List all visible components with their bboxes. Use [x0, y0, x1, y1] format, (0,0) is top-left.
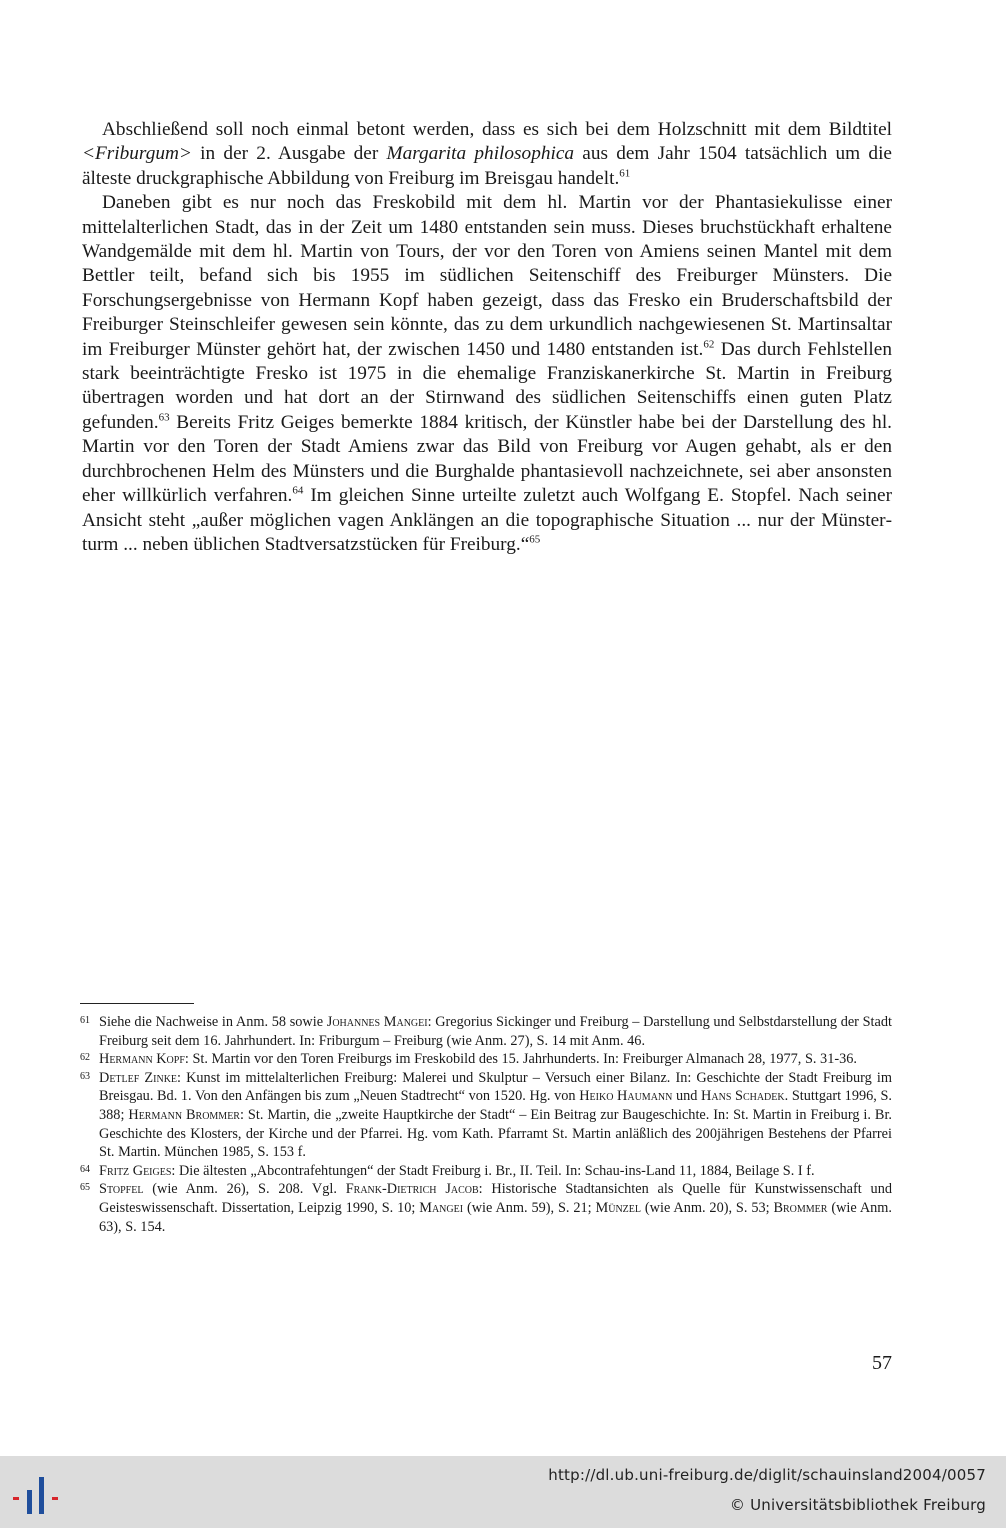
- text-run: und: [672, 1088, 702, 1105]
- footnote-ref-61[interactable]: 61: [619, 167, 631, 180]
- italic-title: <Friburgum>: [82, 143, 192, 165]
- footnote-65: [80, 1180, 892, 1236]
- footnote-number: 65: [80, 1182, 90, 1194]
- footnote-ref-65[interactable]: 65: [529, 533, 541, 546]
- footnote-ref-63[interactable]: 63: [158, 411, 170, 424]
- text-run: aus dem Jahr 1504 tatsächlich um die älteste druckgraphische Abbildung von Freiburg im Breisgau handelt.: [82, 143, 892, 189]
- text-run: : Historische Stadtansichten als Quelle für Kunstwissenschaft und Geisteswissenschaft. Dissertation, Leipzig 1990, S. 10;: [99, 1181, 892, 1216]
- text-run: Siehe die Nachweise in Anm. 58 sowie: [99, 1014, 327, 1030]
- footnote-divider: [80, 1003, 194, 1004]
- footnote-text: [99, 1069, 892, 1162]
- author-name: Heiko Haumann: [579, 1088, 673, 1105]
- footnote-number: 62: [80, 1052, 90, 1064]
- paragraph-1: [82, 118, 892, 191]
- text-run: : St. Martin vor den Toren Freiburgs im Freskobild des 15. Jahrhunderts. In: Freiburger Almanach 28, 1977, S. 31-36.: [184, 1051, 857, 1068]
- text-run: Daneben gibt es nur noch das Freskobild mit dem hl. Martin vor der Phantasiekulisse einer mittelalterlichen Stadt, das in der Zeit um 1480 entstanden sein muss. Dieses bruchstückhaft erhaltene Wandgemälde mit dem hl. Martin von Tours, der vor den Toren von Amiens seinen Mantel mit dem Bettler teilt, befand sich bis 1955 im südlichen Seitenschiff des Freiburger Münsters. Die Forschungsergebnisse von Hermann Kopf haben gezeigt, dass das Fresko ein Bruderschaftsbild der Freiburger Steinschleifer gewesen sein könnte, das zu dem urkundlich nachgewiesenen St. Martinsaltar im Freiburger Münster gehört hat, der zwischen 1450 und 1480 entstanden ist.: [82, 192, 892, 360]
- author-name: Johannes Mangei: [326, 1014, 428, 1030]
- body-text: [82, 118, 892, 557]
- author-name: Stopfel: [99, 1181, 144, 1198]
- footnote-number: 63: [80, 1070, 90, 1082]
- author-name: Fritz Geiges: [99, 1162, 172, 1179]
- footnote-61: [80, 1013, 892, 1050]
- author-name: Hermann Brommer: [128, 1106, 240, 1123]
- footnote-62: [80, 1050, 892, 1069]
- logo-blue-bar-left: [27, 1490, 32, 1514]
- text-run: : Gregorius Sickinger und Freiburg – Darstellung und Selbstdarstellung der Stadt Freiburg seit dem 16. Jahrhundert. In: Friburgum – Freiburg (wie Anm. 27), S. 14 mit Anm. 46.: [99, 1014, 892, 1049]
- page-number: 57: [872, 1352, 892, 1374]
- text-run: Bereits Fritz Geiges bemerkte 1884 kritisch, der Künstler habe bei der Darstellung des hl. Martin vor den Toren der Stadt Amiens zwar das Bild von Freiburg vor Augen gehabt, als er den durchbrochenen Helm des Münsters und die Burghalde phantasievoll nachzeichnete, sei aber ansonsten eher willkürlich verfahren.: [82, 411, 892, 507]
- text-run: (wie Anm. 59), S. 21;: [463, 1199, 596, 1216]
- paragraph-2: [82, 191, 892, 557]
- author-name: Detlef Zinke: [99, 1069, 178, 1086]
- footnote-ref-62[interactable]: 62: [703, 338, 715, 351]
- footnote-text: [99, 1180, 892, 1236]
- footnote-63: [80, 1069, 892, 1162]
- footnote-text: [99, 1013, 892, 1050]
- text-run: : Die ältesten „Abcontrafehtungen“ der Stadt Freiburg i. Br., II. Teil. In: Schau-ins-Land 11, 1884, Beilage S. I f.: [171, 1162, 815, 1179]
- text-run: . Stuttgart 1996, S. 388;: [99, 1088, 892, 1123]
- logo-red-dash-left: [13, 1497, 19, 1500]
- footer-bar: [0, 1456, 1006, 1528]
- text-run: in der 2. Ausgabe der: [191, 143, 387, 165]
- author-name: Mangei: [419, 1199, 464, 1216]
- copyright-notice: © Universitätsbibliothek Freiburg: [729, 1496, 986, 1514]
- italic-book-title: Margarita philosophica: [386, 143, 575, 165]
- text-run: : St. Martin, die „zweite Hauptkirche der Stadt“ – Ein Beitrag zur Baugeschichte. In: St. Martin in Freiburg i. Br. Geschichte des Klosters, der Kirche und der Pfarrei. Hg. vom Kath. Pfarramt St. Martin anläßlich des 200jährigen Bestehens der Pfarrei St. Martin. München 1985, S. 153 f.: [99, 1106, 892, 1161]
- library-logo-icon: [10, 1474, 66, 1518]
- author-name: Brommer: [773, 1199, 828, 1216]
- logo-blue-bar-center: [39, 1477, 44, 1514]
- author-name: Hermann Kopf: [99, 1051, 185, 1068]
- author-name: Frank-Dietrich Jacob: [345, 1181, 479, 1198]
- footnote-text: [99, 1050, 892, 1069]
- footnote-64: [80, 1162, 892, 1181]
- footnote-ref-64[interactable]: 64: [292, 484, 304, 497]
- footnote-number: 64: [80, 1163, 90, 1175]
- text-run: : Kunst im mittelalterlichen Freiburg: Malerei und Skulptur – Versuch einer Bilanz. In: Geschichte der Stadt Freiburg im Breisgau. Bd. 1. Von den Anfängen bis zum „Neuen Stadtrecht“ von 1520. Hg. von: [99, 1069, 892, 1105]
- text-run: Abschließend soll noch einmal betont werden, dass es sich bei dem Holzschnitt mit dem Bildtitel: [102, 119, 892, 140]
- text-run: (wie Anm. 26), S. 208. Vgl.: [143, 1181, 346, 1198]
- text-run: Im gleichen Sinne urteilte zuletzt auch Wolfgang E. Stopfel. Nach seiner Ansicht steht „außer möglichen vagen Anklängen an die topographische Situation ... nur der Münsterturm ... neben üblichen Stadtversatzstücken für Freiburg.“: [82, 485, 892, 555]
- author-name: Hans Schadek: [701, 1088, 785, 1105]
- logo-red-dash-right: [52, 1497, 58, 1500]
- footnote-number: 61: [80, 1015, 90, 1026]
- permalink-url[interactable]: http://dl.ub.uni-freiburg.de/diglit/schauinsland2004/0057: [548, 1466, 986, 1484]
- text-run: (wie Anm. 20), S. 53;: [641, 1199, 774, 1216]
- author-name: Münzel: [595, 1199, 642, 1216]
- footnotes: [80, 1013, 892, 1236]
- text-run: Das durch Fehlstellen stark beeinträchtigte Fresko ist 1975 in die ehemalige Franziskanerkirche St. Martin in Freiburg übertragen worden und hat dort an der Stirnwand des südlichen Seitenschiffs einen guten Platz gefunden.: [82, 338, 892, 433]
- text-run: (wie Anm. 63), S. 154.: [99, 1199, 892, 1235]
- footnote-text: [99, 1162, 892, 1181]
